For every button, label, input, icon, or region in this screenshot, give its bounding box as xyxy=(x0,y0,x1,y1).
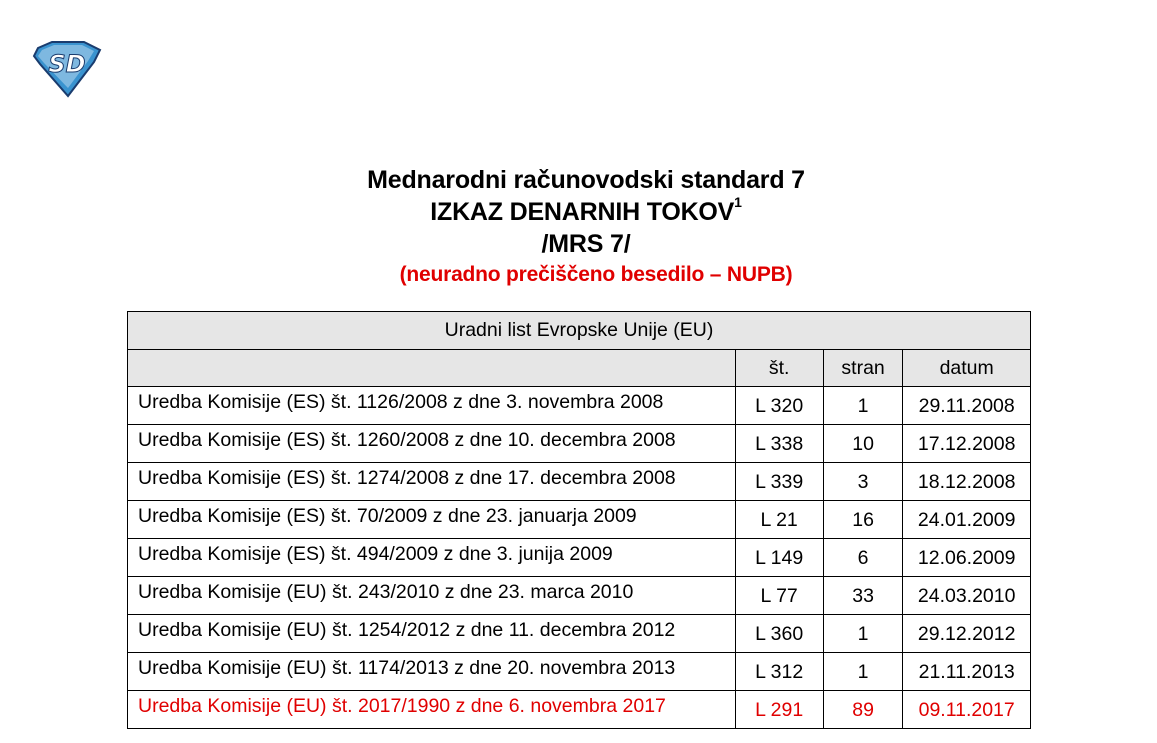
page-number: 89 xyxy=(823,691,903,729)
regulation-description: Uredba Komisije (EU) št. 1254/2012 z dne 11. decembra 2012 xyxy=(128,615,736,653)
regulation-description: Uredba Komisije (ES) št. 494/2009 z dne 3. junija 2009 xyxy=(128,539,736,577)
publication-date: 29.11.2008 xyxy=(903,387,1031,425)
logo-letters: SD xyxy=(48,50,86,78)
page-number: 3 xyxy=(823,463,903,501)
publication-date: 21.11.2013 xyxy=(903,653,1031,691)
page-number: 1 xyxy=(823,653,903,691)
regulation-description: Uredba Komisije (EU) št. 1174/2013 z dne 20. novembra 2013 xyxy=(128,653,736,691)
gazette-number: L 21 xyxy=(735,501,823,539)
column-header-date: datum xyxy=(903,350,1031,387)
gazette-number: L 360 xyxy=(735,615,823,653)
table-row xyxy=(128,501,1031,539)
gazette-number: L 338 xyxy=(735,425,823,463)
regulation-description: Uredba Komisije (ES) št. 1274/2008 z dne 17. decembra 2008 xyxy=(128,463,736,501)
table-caption: Uradni list Evropske Unije (EU) xyxy=(128,312,1031,350)
gazette-number: L 320 xyxy=(735,387,823,425)
standard-code: /MRS 7/ xyxy=(541,230,631,258)
page-number: 1 xyxy=(823,615,903,653)
publication-date: 24.01.2009 xyxy=(903,501,1031,539)
table-row xyxy=(128,463,1031,501)
gazette-number: L 77 xyxy=(735,577,823,615)
regulations-table xyxy=(127,311,1031,729)
publication-date: 29.12.2012 xyxy=(903,615,1031,653)
sd-logo-icon xyxy=(30,40,104,100)
regulation-description: Uredba Komisije (ES) št. 1260/2008 z dne 10. decembra 2008 xyxy=(128,425,736,463)
table-caption-row xyxy=(128,312,1031,350)
gazette-number: L 339 xyxy=(735,463,823,501)
publication-date: 09.11.2017 xyxy=(903,691,1031,729)
column-header-description xyxy=(128,350,736,387)
regulation-description: Uredba Komisije (ES) št. 1126/2008 z dne 3. novembra 2008 xyxy=(128,387,736,425)
publication-date: 24.03.2010 xyxy=(903,577,1031,615)
table-row xyxy=(128,653,1031,691)
gazette-number: L 149 xyxy=(735,539,823,577)
table-row xyxy=(128,425,1031,463)
publication-date: 12.06.2009 xyxy=(903,539,1031,577)
publication-date: 18.12.2008 xyxy=(903,463,1031,501)
unofficial-text-note: (neuradno prečiščeno besedilo – NUPB) xyxy=(399,263,793,286)
table-row xyxy=(128,387,1031,425)
publication-date: 17.12.2008 xyxy=(903,425,1031,463)
gazette-number: L 312 xyxy=(735,653,823,691)
regulation-description: Uredba Komisije (ES) št. 70/2009 z dne 23. januarja 2009 xyxy=(128,501,736,539)
footnote-marker[interactable]: 1 xyxy=(734,194,742,210)
gazette-number: L 291 xyxy=(735,691,823,729)
table-row xyxy=(128,539,1031,577)
table-row xyxy=(128,577,1031,615)
page-number: 33 xyxy=(823,577,903,615)
page-number: 1 xyxy=(823,387,903,425)
column-header-number: št. xyxy=(735,350,823,387)
regulation-description: Uredba Komisije (EU) št. 2017/1990 z dne 6. novembra 2017 xyxy=(128,691,736,729)
page-number: 6 xyxy=(823,539,903,577)
page-number: 16 xyxy=(823,501,903,539)
table-row xyxy=(128,615,1031,653)
standard-title: Mednarodni računovodski standard 7 xyxy=(367,166,805,194)
regulation-description: Uredba Komisije (EU) št. 243/2010 z dne 23. marca 2010 xyxy=(128,577,736,615)
table-row xyxy=(128,691,1031,729)
statement-title-text: IZKAZ DENARNIH TOKOV xyxy=(430,198,735,226)
table-header-row xyxy=(128,350,1031,387)
column-header-page: stran xyxy=(823,350,903,387)
statement-title xyxy=(0,194,1157,227)
page-number: 10 xyxy=(823,425,903,463)
